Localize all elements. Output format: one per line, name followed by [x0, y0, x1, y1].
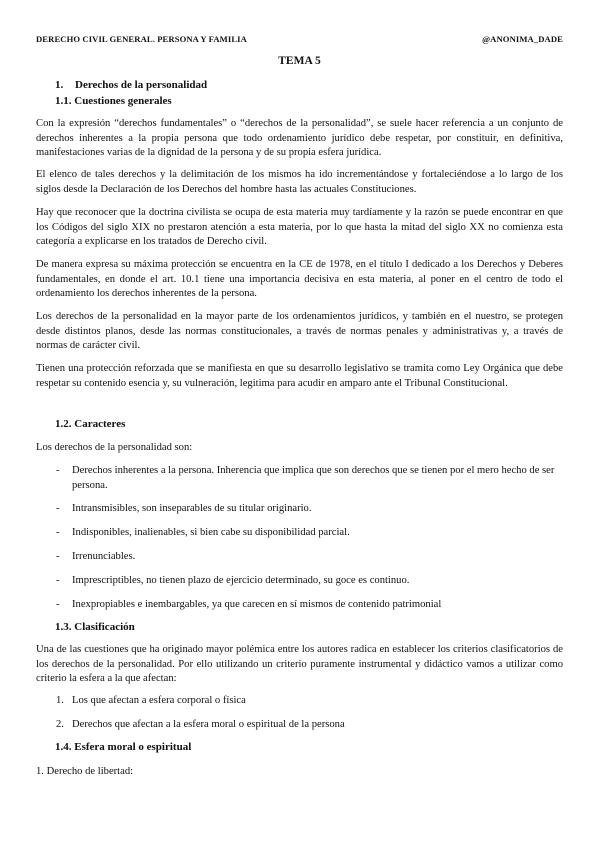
dash-bullet-icon: - [56, 575, 60, 586]
paragraph: El elenco de tales derechos y la delimitación de los mismos ha ido incrementándose y fortaleciéndose a lo largo de los siglos desde la Declaración de los Derechos del hombre hasta las actuales Constituciones. [36, 169, 563, 195]
section-1-4-heading: 1.4. Esfera moral o espiritual [55, 741, 192, 753]
list-item-text: Indisponibles, inalienables, si bien cabe su disponibilidad parcial. [72, 527, 350, 538]
section-1-2-heading: 1.2. Caracteres [55, 418, 126, 430]
liberty-right-item: 1. Derecho de libertad: [36, 766, 134, 777]
list-item-number: 1. [56, 695, 64, 706]
list-item-text: Imprescriptibles, no tienen plazo de ejercicio determinado, su goce es continuo. [72, 575, 410, 586]
paragraph: Hay que reconocer que la doctrina civilista se ocupa de esta materia muy tardíamente y la razón se puede encontrar en que los Códigos del siglo XIX no prestaron atención a esta materia, por lo que hasta la mitad del siglo XX no comienza esta categoría a explicarse en los tratados de Derecho civil. [36, 207, 563, 248]
paragraph: De manera expresa su máxima protección se encuentra en la CE de 1978, en el título I dedicado a los Derechos y Deberes fundamentales, en donde el art. 10.1 tiene una importancia decisiva en esta materia, al poner en el centro de todo el ordenamiento los derechos inherentes de la persona. [36, 259, 563, 300]
list-item-number: 2. [56, 719, 64, 730]
dash-bullet-icon: - [56, 465, 60, 476]
dash-bullet-icon: - [56, 551, 60, 562]
header-author-handle: @ANONIMA_DADE [482, 34, 563, 44]
topic-title: TEMA 5 [278, 55, 321, 67]
section-1-heading [55, 79, 207, 91]
section-1-title: Derechos de la personalidad [75, 79, 208, 91]
paragraph: Con la expresión “derechos fundamentales” o “derechos de la personalidad”, se suele hacer referencia a un conjunto de derechos inherentes a la propia persona que todo ordenamiento jurídico debe respetar, por constituir, en definitiva, manifestaciones varias de la dignidad de la persona y de su propia esfera jurídica. [36, 118, 563, 159]
header-course-title: DERECHO CIVIL GENERAL. PERSONA Y FAMILIA [36, 34, 247, 44]
paragraph: Tienen una protección reforzada que se manifiesta en que su desarrollo legislativo se tramita como Ley Orgánica que debe respetar su contenido esencia y, su vulneración, legitima para acudir en amparo ante el Tribunal Constitucional. [36, 363, 563, 389]
section-1-3-heading: 1.3. Clasificación [55, 621, 135, 633]
section-1-number: 1. [55, 79, 64, 91]
characteristics-intro: Los derechos de la personalidad son: [36, 442, 193, 453]
section-1-1-heading: 1.1. Cuestiones generales [55, 95, 172, 107]
paragraph: Los derechos de la personalidad en la mayor parte de los ordenamientos jurídicos, y también en el nuestro, se protegen desde distintos planos, desde las normas constitucionales, a través de normas penales y administrativas y, a través de normas de carácter civil. [36, 311, 563, 352]
dash-bullet-icon: - [56, 503, 60, 514]
dash-bullet-icon: - [56, 527, 60, 538]
list-item-text: Derechos que afectan a la esfera moral o espiritual de la persona [72, 719, 345, 730]
paragraph: Una de las cuestiones que ha originado mayor polémica entre los autores radica en establecer los criterios clasificatorios de los derechos de la personalidad. Por ello utilizando un criterio puramente instrumental y didáctico vamos a utilizar como criterio la esfera a la que afectan: [36, 644, 563, 685]
list-item-text: Irrenunciables. [72, 551, 136, 562]
list-item-text: Derechos inherentes a la persona. Inherencia que implica que son derechos que se tienen por el mero hecho de ser persona. [72, 465, 555, 491]
page-header [36, 34, 563, 46]
list-item-text: Inexpropiables e inembargables, ya que carecen en sí mismos de contenido patrimonial [72, 599, 442, 610]
list-item-text: Intransmisibles, son inseparables de su titular originario. [72, 503, 312, 514]
list-item-text: Los que afectan a esfera corporal o física [72, 695, 246, 706]
dash-bullet-icon: - [56, 599, 60, 610]
